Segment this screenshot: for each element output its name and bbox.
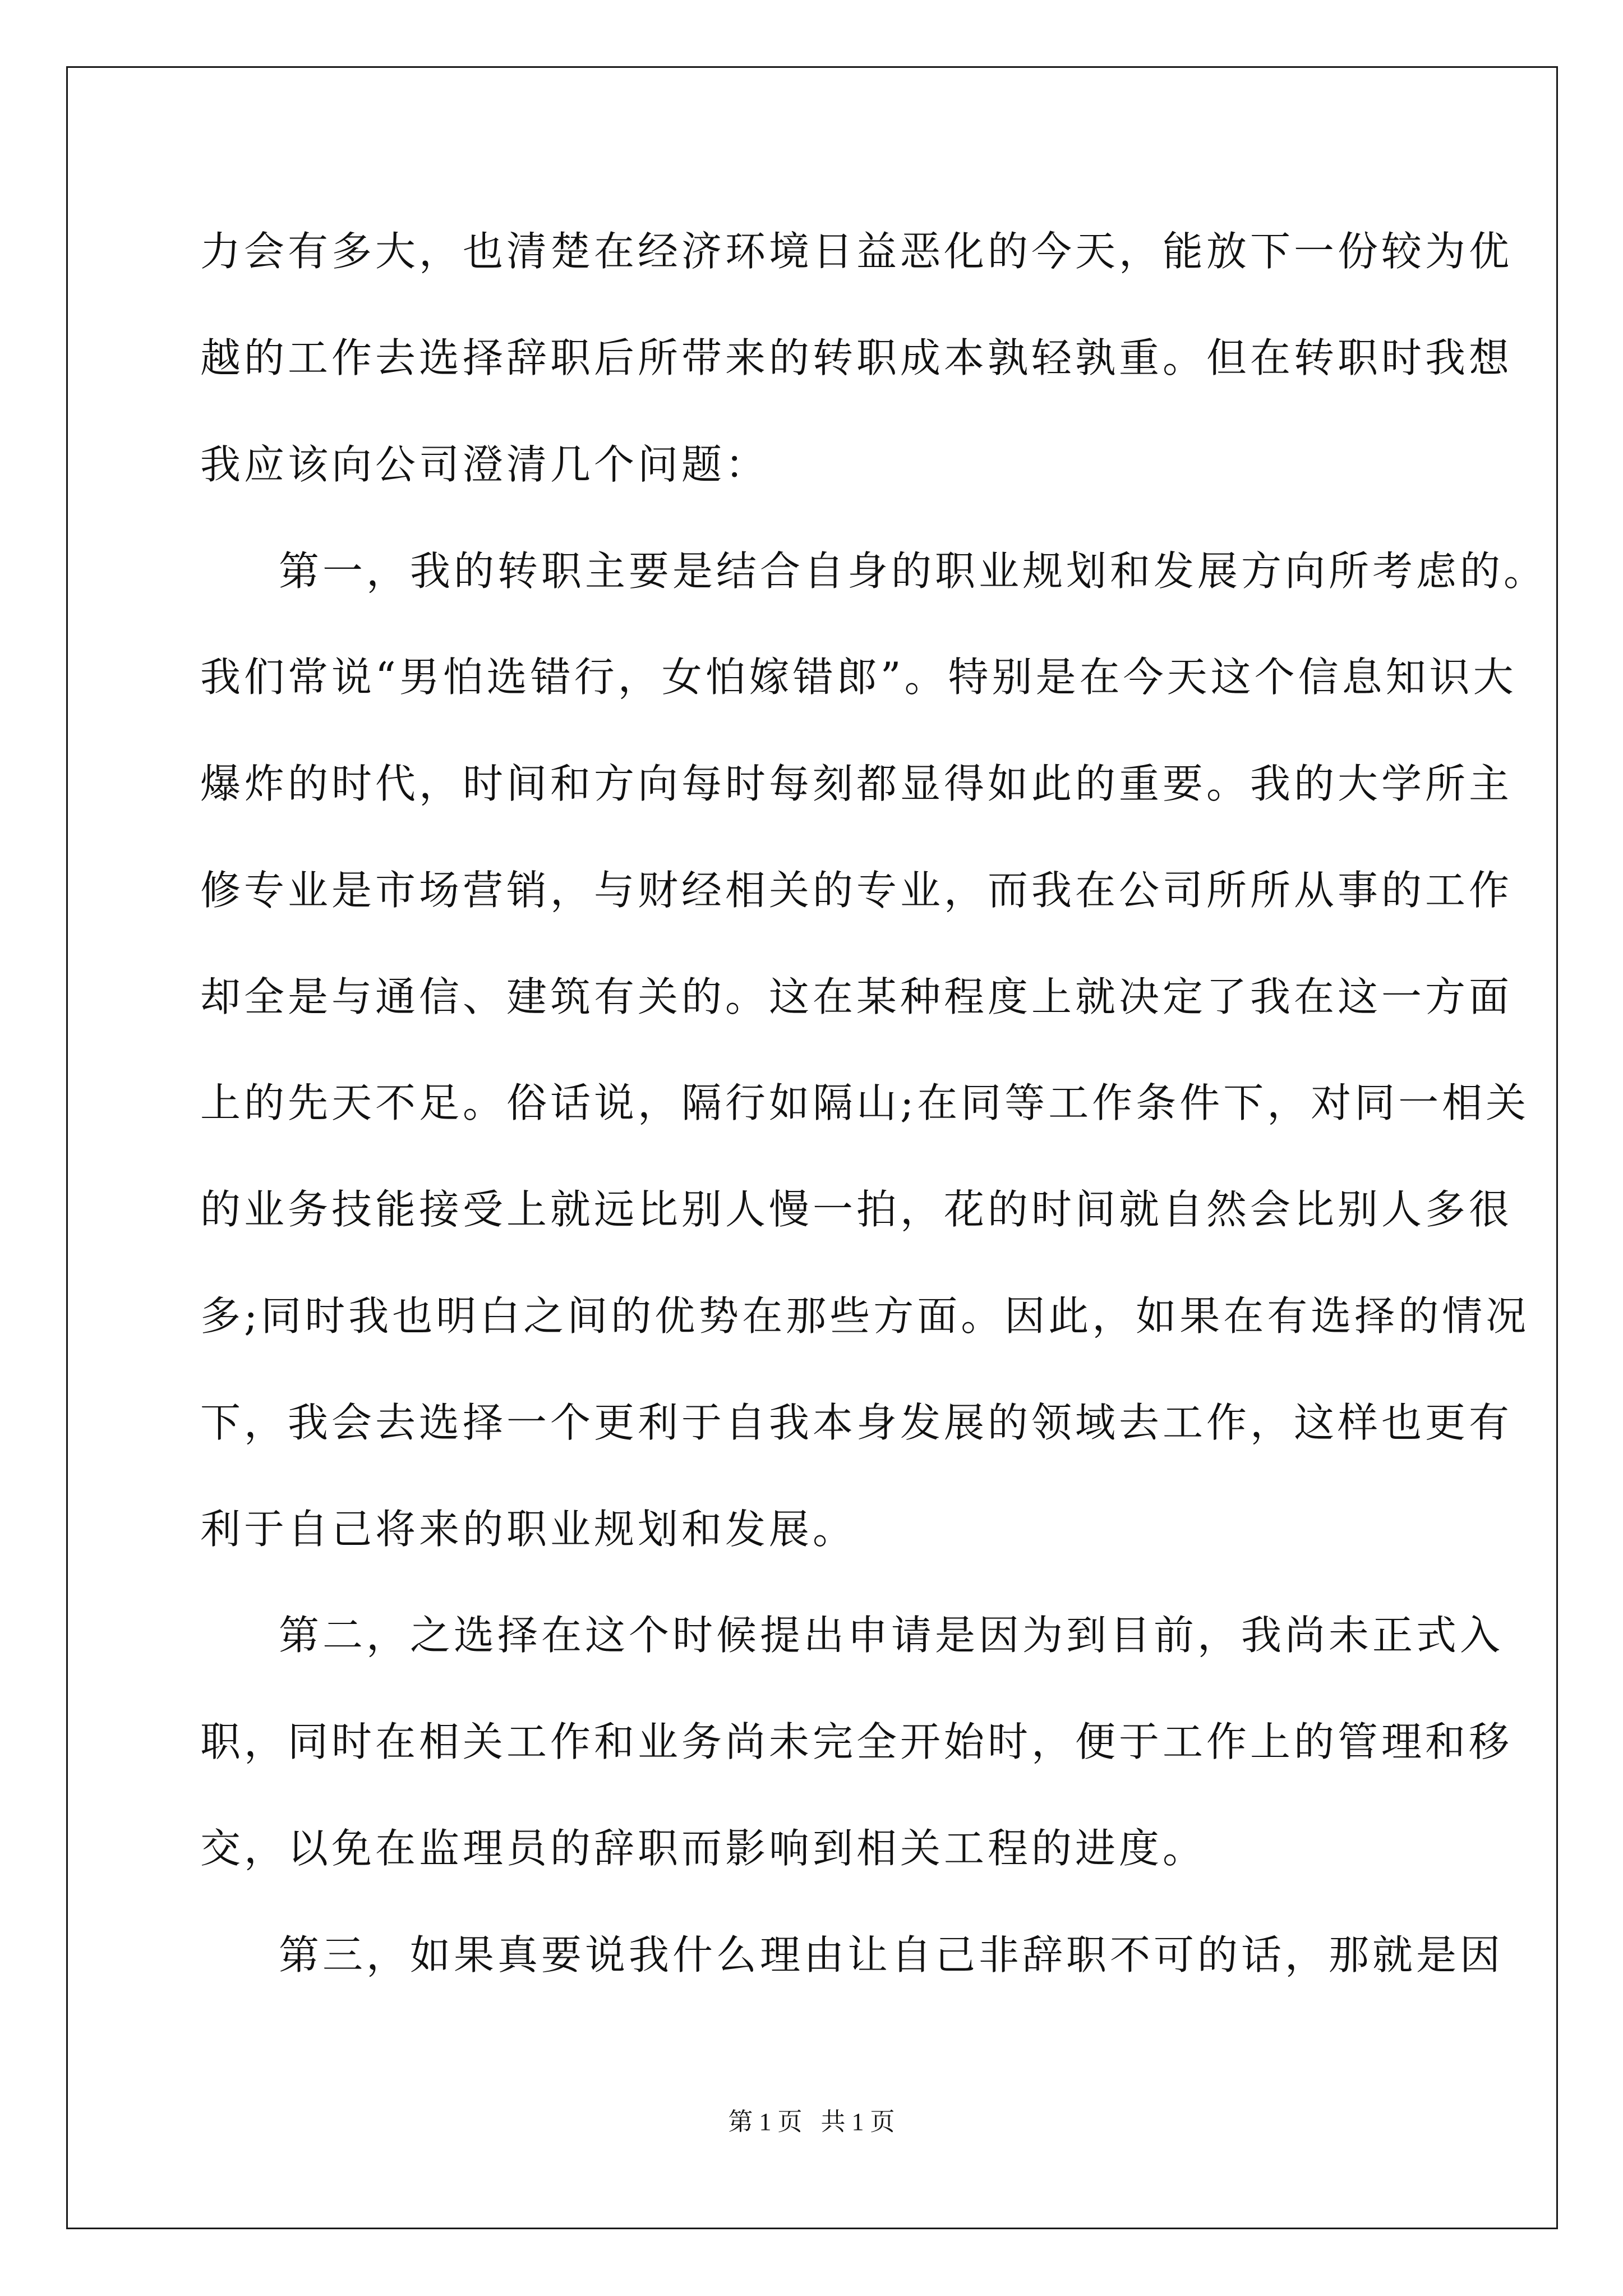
text-line: 却全是与通信、建筑有关的。这在某种程度上就决定了我在这一方面: [200, 973, 1513, 1020]
page-border: [66, 66, 1558, 2229]
text-line: 上的先天不足。俗话说，隔行如隔山;在同等工作条件下，对同一相关: [200, 1079, 1530, 1126]
text-line: 我们常说“男怕选错行，女怕嫁错郎”。特别是在今天这个信息知识大: [200, 654, 1517, 701]
text-line: 我应该向公司澄清几个问题：: [200, 441, 769, 488]
paragraph-start-line: 第二，之选择在这个时候提出申请是因为到目前，我尚未正式入: [279, 1612, 1504, 1659]
text-line: 越的工作去选择辞职后所带来的转职成本孰轻孰重。但在转职时我想: [200, 334, 1513, 381]
text-line: 修专业是市场营销，与财经相关的专业，而我在公司所所从事的工作: [200, 867, 1513, 914]
text-line: 多;同时我也明白之间的优势在那些方面。因此，如果在有选择的情况: [200, 1292, 1530, 1340]
text-line: 职，同时在相关工作和业务尚未完全开始时，便于工作上的管理和移: [200, 1718, 1513, 1765]
page-number-footer: 第 1 页 共 1 页: [728, 2108, 895, 2136]
text-line: 交，以免在监理员的辞职而影响到相关工程的进度。: [200, 1825, 1207, 1872]
paragraph-start-line: 第三，如果真要说我什么理由让自己非辞职不可的话，那就是因: [279, 1931, 1504, 1978]
text-line: 爆炸的时代，时间和方向每时每刻都显得如此的重要。我的大学所主: [200, 760, 1513, 807]
text-line: 力会有多大，也清楚在经济环境日益恶化的今天，能放下一份较为优: [200, 228, 1513, 275]
text-line: 下，我会去选择一个更利于自我本身发展的领域去工作，这样也更有: [200, 1399, 1513, 1446]
text-line: 利于自己将来的职业规划和发展。: [200, 1506, 857, 1553]
paragraph-start-line: 第一，我的转职主要是结合自身的职业规划和发展方向所考虑的。: [279, 547, 1548, 595]
text-line: 的业务技能接受上就远比别人慢一拍，花的时间就自然会比别人多很: [200, 1186, 1513, 1233]
